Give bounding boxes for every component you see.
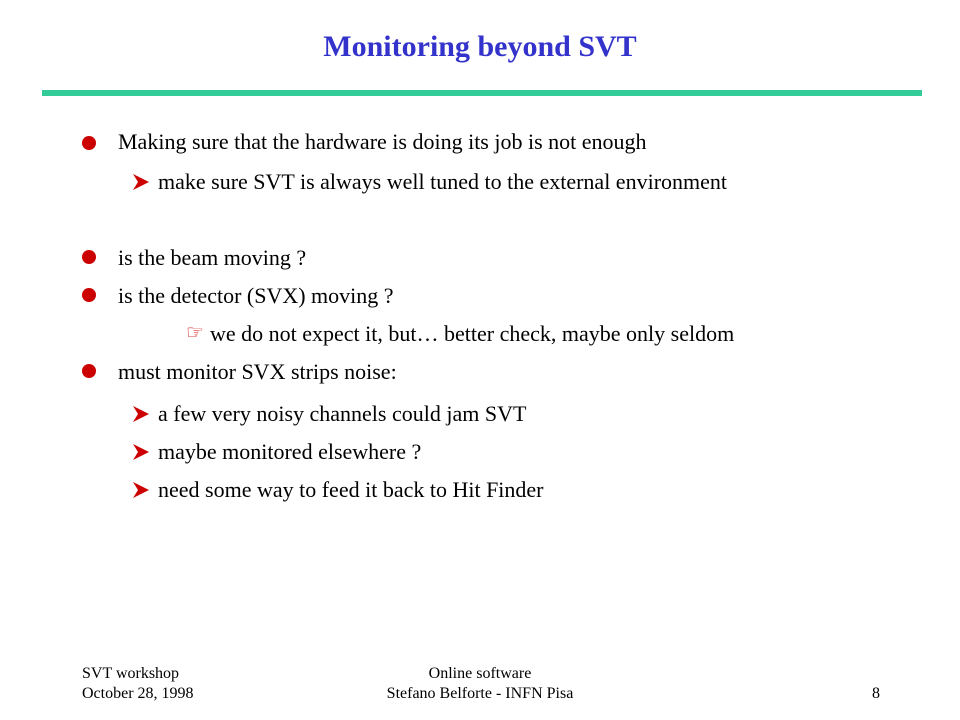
slide-title: Monitoring beyond SVT xyxy=(323,30,637,63)
sub-bullet-text: make sure SVT is always well tuned to the external environment xyxy=(158,169,728,194)
pointing-hand-icon: ☞ xyxy=(186,322,204,344)
footer-center xyxy=(330,664,630,704)
footer-event: SVT workshop xyxy=(82,665,180,682)
arrow-bullet-icon xyxy=(130,479,152,501)
bullet-text: must monitor SVX strips noise: xyxy=(118,359,397,384)
page-number: 8 xyxy=(872,685,880,702)
round-bullet-icon xyxy=(82,136,96,150)
arrow-bullet-icon xyxy=(130,403,152,425)
footer-left xyxy=(82,664,194,704)
arrow-bullet-icon xyxy=(130,171,152,193)
sub-sub-bullet-text: we do not expect it, but… better check, maybe only seldom xyxy=(210,321,735,346)
bullet-text: Making sure that the hardware is doing its job is not enough xyxy=(118,129,647,154)
footer-topic: Online software xyxy=(428,665,532,682)
arrow-bullet-icon xyxy=(130,441,152,463)
sub-bullet-text: need some way to feed it back to Hit Finder xyxy=(158,477,544,502)
round-bullet-icon xyxy=(82,364,96,378)
sub-bullet-text: a few very noisy channels could jam SVT xyxy=(158,401,527,426)
bullet-text: is the beam moving ? xyxy=(118,245,307,270)
title-underline xyxy=(42,90,922,96)
round-bullet-icon xyxy=(82,250,96,264)
sub-bullet-text: maybe monitored elsewhere ? xyxy=(158,439,422,464)
footer-date: October 28, 1998 xyxy=(82,685,194,702)
round-bullet-icon xyxy=(82,288,96,302)
footer-author: Stefano Belforte - INFN Pisa xyxy=(386,685,574,702)
bullet-text: is the detector (SVX) moving ? xyxy=(118,283,394,308)
